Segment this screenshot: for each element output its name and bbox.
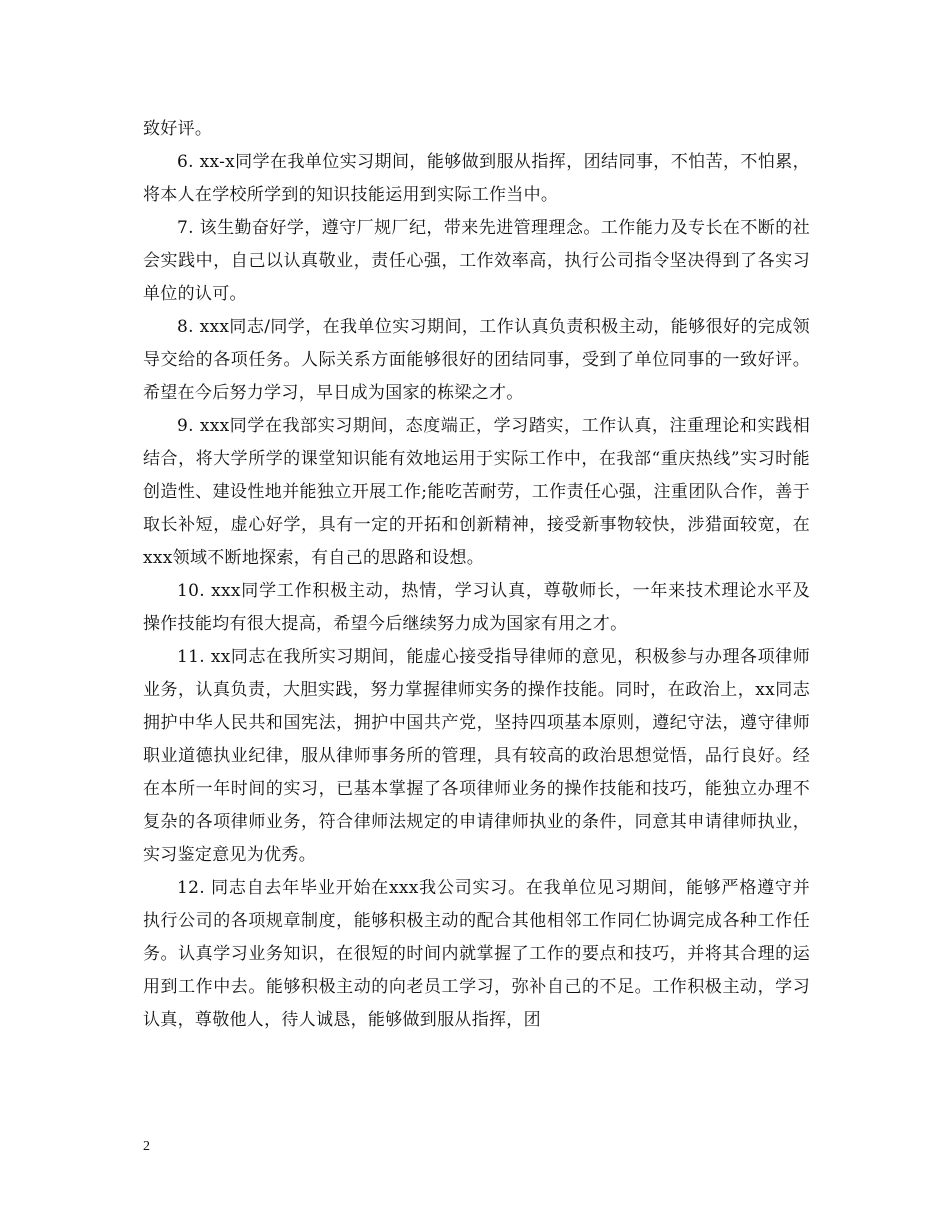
paragraph-item-11: 11. xx同志在我所实习期间，能虚心接受指导律师的意见，积极参与办理各项律师业务，认真负责，大胆实践，努力掌握律师实务的操作技能。同时，在政治上，xx同志拥护中华人民共和国宪法，拥护中国共产党，坚持四项基本原则，遵纪守法，遵守律师职业道德执业纪律，服从律师事务所的管理，具有较高的政治思想觉悟，品行良好。经在本所一年时间的实习，已基本掌握了各项律师业务的操作技能和技巧，能独立办理不复杂的各项律师业务，符合律师法规定的申请律师执业的条件，同意其申请律师执业，实习鉴定意见为优秀。 [143,647,810,865]
paragraph-item-10: 10. xxx同学工作积极主动，热情，学习认真，尊敬师长，一年来技术理论水平及操作技能均有很大提高，希望今后继续努力成为国家有用之才。 [143,581,810,634]
paragraph-continuation: 致好评。 [143,119,213,139]
document-body [143,113,810,1037]
page-number: 2 [143,1139,150,1154]
paragraph-item-6: 6. xx-x同学在我单位实习期间，能够做到服从指挥，团结同事，不怕苦，不怕累，将本人在学校所学到的知识技能运用到实际工作当中。 [143,152,810,205]
paragraph-item-7: 7. 该生勤奋好学，遵守厂规厂纪，带来先进管理理念。工作能力及专长在不断的社会实践中，自己以认真敬业，责任心强，工作效率高，执行公司指令坚决得到了各实习单位的认可。 [143,218,810,304]
paragraph-item-9: 9. xxx同学在我部实习期间，态度端正，学习踏实，工作认真，注重理论和实践相结合，将大学所学的课堂知识能有效地运用于实际工作中，在我部“重庆热线”实习时能创造性、建设性地并能独立开展工作;能吃苦耐劳，工作责任心强，注重团队合作，善于取长补短，虚心好学，具有一定的开拓和创新精神，接受新事物较快，涉猎面较宽，在xxx领域不断地探索，有自己的思路和设想。 [143,416,810,568]
paragraph-item-12: 12. 同志自去年毕业开始在xxx我公司实习。在我单位见习期间，能够严格遵守并执行公司的各项规章制度，能够积极主动的配合其他相邻工作同仁协调完成各种工作任务。认真学习业务知识，在很短的时间内就掌握了工作的要点和技巧，并将其合理的运用到工作中去。能够积极主动的向老员工学习，弥补自己的不足。工作积极主动，学习认真，尊敬他人，待人诚恳，能够做到服从指挥，团 [143,878,810,1030]
paragraph-item-8: 8. xxx同志/同学，在我单位实习期间，工作认真负责积极主动，能够很好的完成领导交给的各项任务。人际关系方面能够很好的团结同事，受到了单位同事的一致好评。希望在今后努力学习，早日成为国家的栋梁之才。 [143,317,810,403]
